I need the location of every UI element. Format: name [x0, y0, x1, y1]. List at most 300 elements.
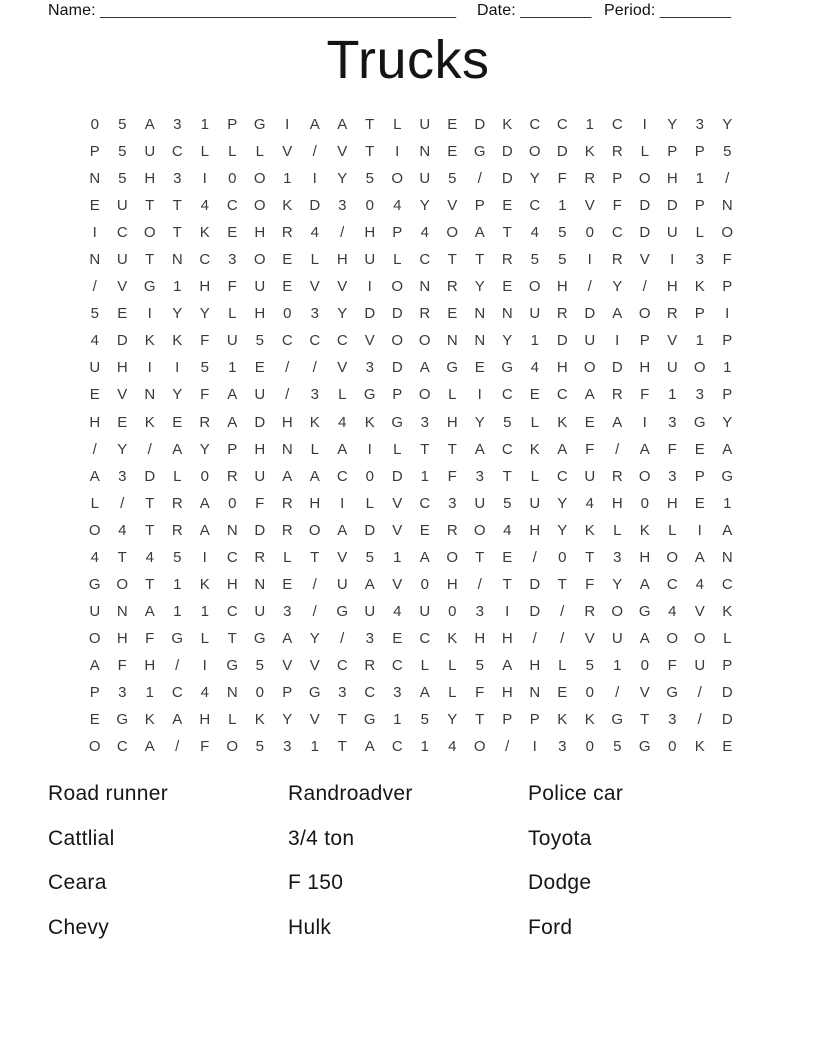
grid-cell: U	[254, 602, 266, 620]
grid-cell: V	[337, 359, 348, 377]
grid-cell: C	[226, 197, 238, 215]
grid-cell: O	[253, 197, 266, 215]
grid-cell: Y	[557, 521, 568, 539]
grid-cell: H	[336, 251, 348, 269]
word-search-grid	[81, 111, 741, 760]
period-blank-line: ________	[659, 2, 732, 19]
grid-cell: 3	[695, 251, 704, 269]
grid-cell: L	[448, 386, 457, 404]
grid-cell: O	[666, 629, 679, 647]
grid-cell: 0	[90, 116, 99, 134]
grid-cell: 5	[448, 170, 457, 188]
grid-cell: L	[530, 467, 539, 485]
grid-cell: G	[446, 359, 459, 377]
grid-cell: /	[92, 278, 97, 296]
grid-cell: 1	[695, 170, 704, 188]
grid-cell: P	[722, 656, 733, 674]
grid-cell: U	[364, 602, 376, 620]
grid-cell: 1	[200, 116, 209, 134]
grid-cell: K	[144, 711, 155, 729]
grid-cell: U	[666, 359, 678, 377]
grid-cell: K	[282, 197, 293, 215]
grid-cell: T	[447, 251, 457, 269]
grid-cell: E	[502, 197, 513, 215]
grid-cell: V	[117, 386, 128, 404]
grid-cell: N	[419, 143, 431, 161]
grid-cell: V	[584, 629, 595, 647]
grid-cell: A	[309, 116, 320, 134]
grid-cell: F	[117, 656, 127, 674]
grid-cell: 5	[200, 359, 209, 377]
grid-cell: H	[501, 629, 513, 647]
grid-cell: V	[309, 711, 320, 729]
grid-cell: K	[172, 332, 183, 350]
grid-cell: I	[147, 359, 152, 377]
word-list-item: 3/4 ton	[288, 826, 355, 850]
grid-cell: H	[144, 170, 156, 188]
grid-cell: R	[171, 494, 183, 512]
grid-cell: /	[642, 278, 647, 296]
grid-cell: V	[584, 197, 595, 215]
grid-cell: 3	[668, 467, 677, 485]
grid-cell: V	[309, 656, 320, 674]
grid-cell: 1	[228, 359, 237, 377]
grid-cell: V	[282, 143, 293, 161]
grid-cell: H	[309, 494, 321, 512]
grid-cell: R	[419, 305, 431, 323]
grid-cell: 3	[558, 738, 567, 756]
grid-cell: O	[391, 332, 404, 350]
grid-cell: H	[666, 494, 678, 512]
grid-cell: D	[391, 305, 403, 323]
grid-cell: O	[143, 224, 156, 242]
grid-cell: K	[144, 332, 155, 350]
grid-cell: C	[419, 494, 431, 512]
grid-cell: G	[363, 386, 376, 404]
grid-cell: F	[585, 440, 595, 458]
grid-cell: L	[228, 143, 237, 161]
grid-cell: O	[88, 521, 101, 539]
grid-cell: T	[172, 197, 182, 215]
grid-cell: 4	[200, 197, 209, 215]
grid-cell: 5	[585, 656, 594, 674]
grid-cell: I	[532, 738, 537, 756]
grid-cell: 0	[640, 494, 649, 512]
grid-cell: E	[529, 386, 540, 404]
grid-cell: H	[226, 575, 238, 593]
grid-cell: E	[392, 629, 403, 647]
grid-cell: U	[584, 332, 596, 350]
grid-cell: 3	[695, 386, 704, 404]
grid-cell: 3	[365, 629, 374, 647]
grid-cell: Y	[722, 116, 733, 134]
grid-cell: R	[584, 602, 596, 620]
grid-cell: 5	[475, 656, 484, 674]
grid-cell: L	[668, 521, 677, 539]
grid-cell: U	[529, 494, 541, 512]
grid-cell: I	[147, 305, 152, 323]
grid-cell: P	[722, 278, 733, 296]
word-list-item: Police car	[528, 782, 624, 805]
grid-cell: 3	[475, 467, 484, 485]
grid-cell: 0	[668, 738, 677, 756]
grid-cell: /	[312, 575, 317, 593]
date-field	[477, 2, 591, 20]
grid-cell: G	[336, 602, 349, 620]
grid-cell: A	[502, 656, 513, 674]
grid-cell: Y	[529, 170, 540, 188]
grid-cell: L	[448, 656, 457, 674]
grid-cell: V	[447, 197, 458, 215]
grid-cell: I	[615, 332, 620, 350]
grid-cell: L	[283, 548, 292, 566]
grid-cell: 4	[118, 521, 127, 539]
grid-cell: 3	[365, 359, 374, 377]
grid-cell: 3	[283, 602, 292, 620]
grid-cell: I	[202, 548, 207, 566]
grid-cell: E	[282, 251, 293, 269]
grid-cell: O	[308, 521, 321, 539]
name-blank-line: ________________________________________	[100, 2, 457, 19]
grid-cell: C	[391, 656, 403, 674]
grid-cell: A	[172, 711, 183, 729]
grid-cell: D	[501, 170, 513, 188]
grid-cell: O	[253, 170, 266, 188]
grid-cell: A	[364, 575, 375, 593]
grid-cell: R	[281, 494, 293, 512]
grid-cell: U	[254, 278, 266, 296]
word-list-item: F 150	[288, 871, 344, 894]
grid-cell: F	[722, 251, 732, 269]
grid-cell: A	[639, 575, 650, 593]
grid-cell: 1	[393, 548, 402, 566]
puzzle-title: Trucks	[326, 30, 490, 90]
grid-cell: D	[364, 305, 376, 323]
period-field	[604, 2, 731, 20]
grid-cell: D	[254, 521, 266, 539]
grid-cell: E	[502, 548, 513, 566]
grid-cell: G	[638, 738, 651, 756]
grid-cell: D	[556, 143, 568, 161]
word-list-item: Hulk	[288, 915, 332, 939]
grid-cell: H	[666, 278, 678, 296]
grid-cell: L	[558, 656, 567, 674]
grid-cell: H	[89, 413, 101, 431]
grid-cell: V	[309, 278, 320, 296]
grid-cell: N	[89, 251, 101, 269]
grid-cell: H	[199, 278, 211, 296]
grid-cell: 5	[90, 305, 99, 323]
grid-cell: 3	[173, 116, 182, 134]
grid-cell: U	[144, 143, 156, 161]
grid-cell: 5	[118, 116, 127, 134]
grid-cell: A	[337, 440, 348, 458]
grid-cell: P	[612, 170, 623, 188]
grid-cell: E	[557, 684, 568, 701]
grid-cell: V	[639, 251, 650, 269]
grid-cell: U	[666, 224, 678, 242]
grid-cell: R	[364, 656, 376, 674]
grid-cell: H	[611, 494, 623, 512]
grid-cell: T	[557, 575, 567, 593]
grid-cell: D	[254, 413, 266, 431]
grid-cell: O	[226, 738, 239, 756]
grid-cell: 0	[255, 684, 264, 701]
grid-cell: O	[88, 629, 101, 647]
grid-cell: H	[639, 548, 651, 566]
grid-cell: 4	[90, 332, 99, 350]
grid-cell: R	[611, 467, 623, 485]
grid-cell: 1	[558, 197, 567, 215]
grid-cell: R	[584, 170, 596, 188]
grid-cell: E	[282, 278, 293, 296]
word-list-item: Cattlial	[48, 826, 115, 850]
grid-cell: U	[584, 467, 596, 485]
grid-cell: F	[585, 575, 595, 593]
grid-cell: L	[365, 494, 374, 512]
grid-cell: /	[285, 359, 290, 377]
grid-cell: U	[611, 629, 623, 647]
grid-cell: L	[90, 494, 99, 512]
grid-cell: 1	[420, 467, 429, 485]
grid-cell: V	[694, 602, 705, 620]
grid-cell: O	[116, 575, 129, 593]
grid-cell: 4	[420, 224, 429, 242]
word-list-column-2	[288, 783, 413, 939]
grid-cell: F	[200, 738, 210, 756]
grid-cell: 3	[668, 711, 677, 729]
grid-cell: V	[337, 143, 348, 161]
grid-cell: L	[173, 467, 182, 485]
grid-cell: T	[145, 575, 155, 593]
grid-cell: G	[308, 684, 321, 701]
grid-cell: /	[312, 602, 317, 620]
grid-cell: U	[694, 656, 706, 674]
grid-cell: 3	[173, 170, 182, 188]
grid-cell: /	[477, 170, 482, 188]
grid-cell: F	[145, 629, 155, 647]
grid-cell: 4	[585, 494, 594, 512]
grid-cell: P	[529, 711, 540, 729]
grid-cell: E	[584, 413, 595, 431]
grid-cell: E	[89, 386, 100, 404]
grid-cell: L	[310, 440, 319, 458]
grid-cell: G	[693, 413, 706, 431]
grid-cell: T	[502, 467, 512, 485]
grid-cell: E	[89, 197, 100, 215]
grid-cell: /	[615, 684, 620, 701]
grid-cell: T	[172, 224, 182, 242]
grid-cell: /	[175, 656, 180, 674]
grid-cell: H	[144, 656, 156, 674]
grid-cell: O	[638, 467, 651, 485]
grid-cell: 4	[310, 224, 319, 242]
grid-cell: A	[612, 413, 623, 431]
grid-cell: P	[694, 305, 705, 323]
grid-cell: /	[477, 575, 482, 593]
word-list-column-3	[528, 783, 623, 939]
grid-cell: /	[587, 278, 592, 296]
grid-cell: /	[615, 440, 620, 458]
grid-cell: K	[584, 711, 595, 729]
grid-cell: Y	[557, 494, 568, 512]
grid-cell: A	[227, 413, 238, 431]
grid-cell: 4	[503, 521, 512, 539]
grid-cell: /	[532, 548, 537, 566]
grid-cell: A	[639, 629, 650, 647]
grid-cell: V	[282, 656, 293, 674]
grid-cell: D	[309, 197, 321, 215]
grid-cell: Y	[172, 305, 183, 323]
grid-cell: F	[640, 386, 650, 404]
grid-cell: Y	[337, 170, 348, 188]
grid-cell: F	[667, 656, 677, 674]
grid-cell: /	[312, 359, 317, 377]
grid-cell: 5	[558, 224, 567, 242]
grid-cell: I	[587, 251, 592, 269]
grid-cell: U	[116, 251, 128, 269]
grid-cell: 4	[668, 602, 677, 620]
grid-cell: O	[391, 278, 404, 296]
grid-cell: Y	[612, 278, 623, 296]
grid-cell: F	[200, 332, 210, 350]
grid-cell: L	[640, 143, 649, 161]
grid-cell: K	[584, 521, 595, 539]
grid-cell: E	[227, 224, 238, 242]
grid-cell: L	[393, 440, 402, 458]
grid-cell: /	[312, 143, 317, 161]
grid-cell: /	[697, 711, 702, 729]
grid-cell: C	[309, 332, 321, 350]
grid-cell: Y	[419, 197, 430, 215]
grid-cell: R	[611, 386, 623, 404]
grid-cell: A	[227, 386, 238, 404]
grid-cell: H	[116, 629, 128, 647]
grid-cell: U	[474, 494, 486, 512]
grid-cell: 1	[173, 278, 182, 296]
grid-cell: I	[202, 656, 207, 674]
grid-cell: Y	[117, 440, 128, 458]
grid-cell: O	[693, 629, 706, 647]
grid-cell: D	[391, 467, 403, 485]
grid-cell: P	[89, 684, 100, 701]
grid-cell: T	[145, 251, 155, 269]
grid-cell: A	[144, 116, 155, 134]
grid-cell: G	[363, 711, 376, 729]
grid-cell: L	[393, 116, 402, 134]
grid-cell: D	[144, 467, 156, 485]
grid-cell: A	[474, 224, 485, 242]
grid-cell: /	[175, 738, 180, 756]
word-list-item: Dodge	[528, 871, 592, 894]
grid-cell: D	[116, 332, 128, 350]
grid-cell: O	[638, 170, 651, 188]
grid-cell: G	[116, 711, 129, 729]
grid-cell: C	[281, 332, 293, 350]
grid-cell: 1	[695, 332, 704, 350]
grid-cell: A	[144, 738, 155, 756]
grid-cell: T	[502, 224, 512, 242]
grid-cell: A	[419, 548, 430, 566]
grid-cell: C	[116, 738, 128, 756]
grid-cell: 0	[365, 467, 374, 485]
grid-cell: E	[419, 521, 430, 539]
grid-cell: A	[144, 602, 155, 620]
grid-cell: E	[447, 143, 458, 161]
grid-cell: E	[117, 413, 128, 431]
grid-cell: V	[364, 332, 375, 350]
grid-cell: T	[447, 440, 457, 458]
grid-cell: U	[116, 197, 128, 215]
grid-cell: R	[501, 251, 513, 269]
grid-cell: L	[723, 629, 732, 647]
grid-cell: G	[666, 684, 679, 701]
grid-cell: 1	[530, 332, 539, 350]
grid-cell: F	[200, 386, 210, 404]
grid-cell: C	[721, 575, 733, 593]
word-list-column-1	[48, 783, 168, 939]
grid-cell: 0	[640, 656, 649, 674]
grid-cell: V	[392, 521, 403, 539]
grid-cell: 1	[668, 386, 677, 404]
grid-cell: 4	[200, 684, 209, 701]
grid-cell: K	[694, 738, 705, 756]
grid-cell: H	[199, 711, 211, 729]
grid-cell: 3	[310, 386, 319, 404]
grid-cell: L	[695, 224, 704, 242]
grid-cell: /	[120, 494, 125, 512]
grid-cell: O	[253, 251, 266, 269]
grid-cell: G	[253, 629, 266, 647]
grid-cell: L	[613, 521, 622, 539]
grid-cell: A	[722, 521, 733, 539]
grid-cell: I	[642, 116, 647, 134]
grid-cell: D	[611, 359, 623, 377]
grid-cell: Y	[474, 278, 485, 296]
grid-cell: 0	[200, 467, 209, 485]
grid-cell: 4	[145, 548, 154, 566]
grid-cell: 3	[338, 684, 347, 701]
grid-cell: R	[446, 521, 458, 539]
grid-cell: 3	[393, 684, 402, 701]
grid-cell: A	[364, 738, 375, 756]
grid-cell: F	[475, 684, 485, 701]
grid-cell: T	[475, 711, 485, 729]
grid-cell: 5	[723, 143, 732, 161]
grid-cell: R	[666, 305, 678, 323]
grid-cell: Y	[199, 305, 210, 323]
date-blank-line: ________	[520, 2, 592, 19]
grid-cell: D	[556, 332, 568, 350]
grid-cell: 5	[255, 656, 264, 674]
grid-cell: L	[255, 143, 264, 161]
grid-cell: I	[697, 521, 702, 539]
grid-cell: Y	[722, 413, 733, 431]
grid-cell: A	[639, 440, 650, 458]
grid-cell: C	[199, 251, 211, 269]
grid-cell: O	[666, 548, 679, 566]
grid-cell: A	[337, 521, 348, 539]
grid-cell: O	[473, 738, 486, 756]
grid-cell: U	[226, 332, 238, 350]
grid-cell: G	[226, 656, 239, 674]
name-label: Name:	[48, 2, 96, 19]
grid-cell: 3	[228, 251, 237, 269]
grid-cell: U	[254, 467, 266, 485]
grid-cell: D	[529, 575, 541, 593]
grid-cell: L	[393, 251, 402, 269]
word-list-item: Chevy	[48, 915, 110, 939]
